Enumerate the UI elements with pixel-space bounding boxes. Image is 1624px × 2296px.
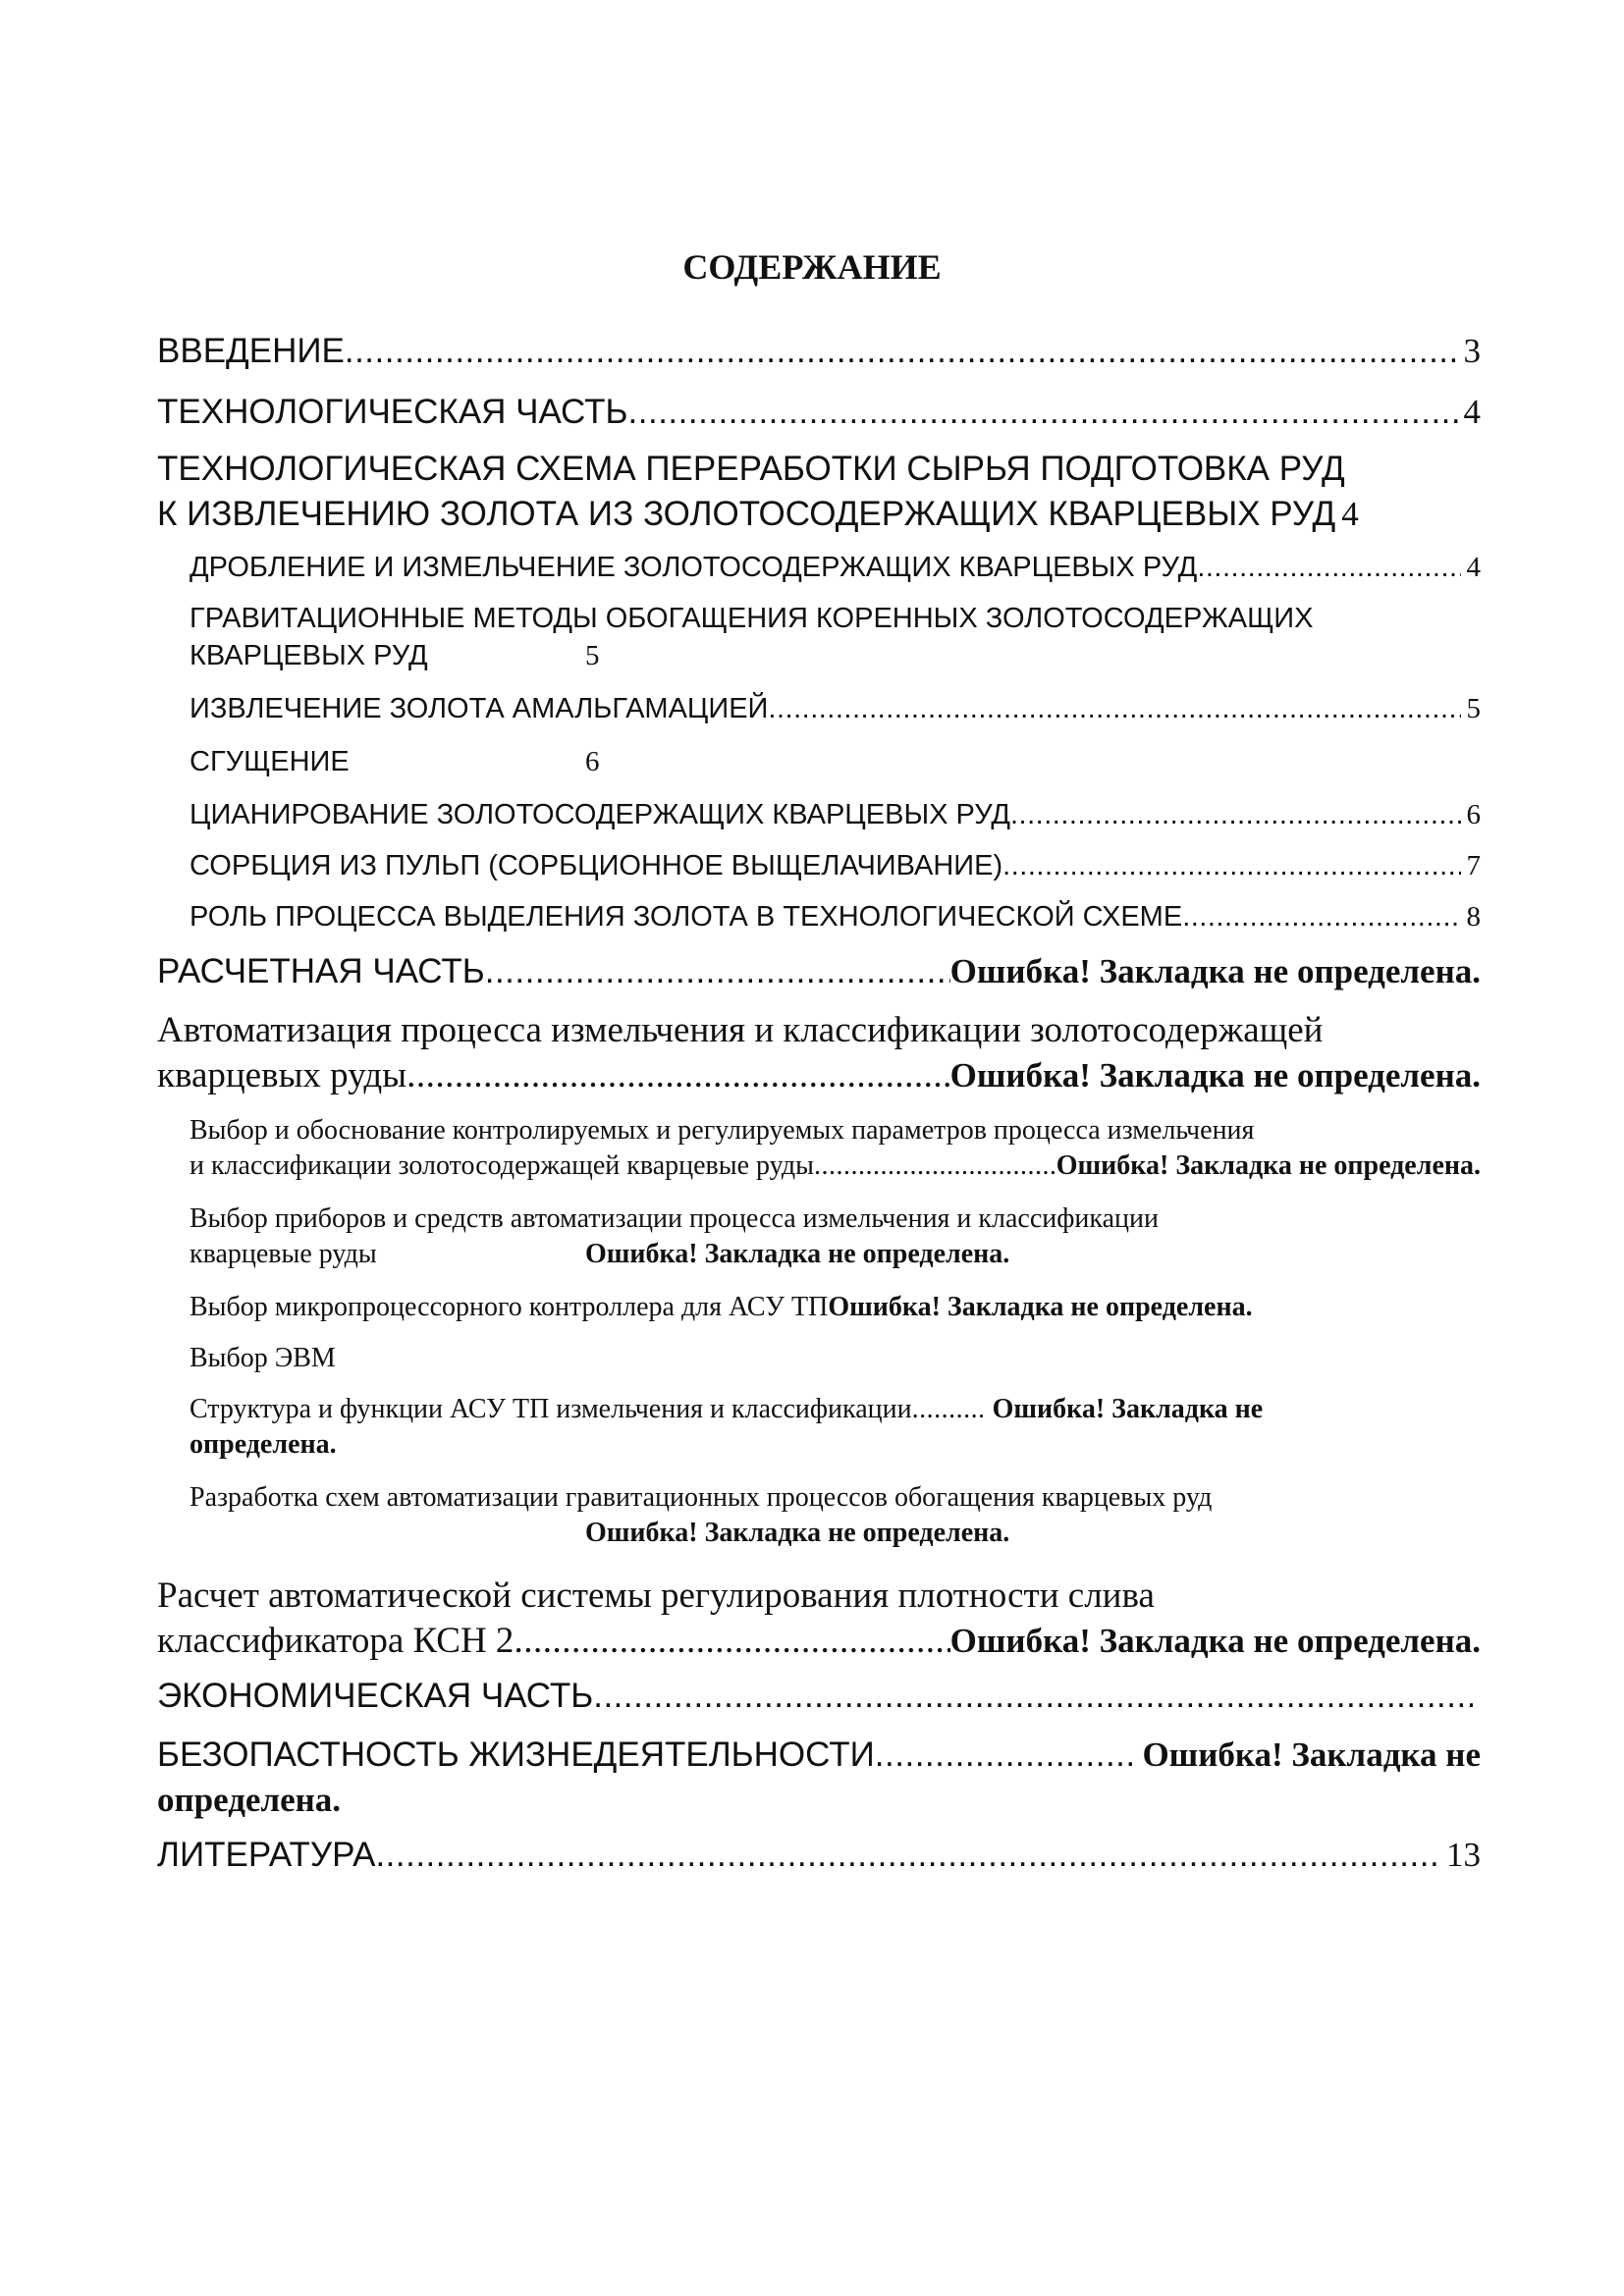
toc-entry-evm[interactable]: Выбор ЭВМ [189, 1343, 336, 1373]
toc-entry-bzhd[interactable] [157, 1735, 1481, 1775]
toc-error-text-vybor2: Ошибка! Закладка не определена. [585, 1239, 1010, 1269]
toc-page-number: 13 [1446, 1836, 1481, 1874]
toc-error-text: Ошибка! Закладка не определена. [949, 1056, 1481, 1095]
toc-entry-text: БЕЗОПАСТНОСТЬ ЖИЗНЕДЕЯТЕЛЬНОСТИ [157, 1735, 875, 1774]
toc-error-text-razr: Ошибка! Закладка не определена. [585, 1518, 1010, 1548]
toc-page-number-sgush: 6 [585, 746, 600, 777]
toc-leader-dots [593, 1677, 1473, 1716]
toc-leader-dots [1197, 552, 1460, 584]
toc-page-number: 4 [1466, 552, 1481, 583]
toc-entry-avto-line1[interactable]: Автоматизация процесса измельчения и классификации золотосодержащей [157, 1010, 1324, 1050]
toc-page-number: 4 [1341, 495, 1359, 533]
toc-entry-text: классификатора КСН 2 [157, 1621, 514, 1661]
toc-page-number: 5 [1466, 693, 1481, 724]
toc-leader-dots [768, 693, 1460, 725]
toc-entry-bzhd-line2: определена. [157, 1781, 342, 1819]
toc-entry-text: кварцевых руды [157, 1055, 407, 1095]
toc-leader-dots [514, 1620, 949, 1662]
toc-entry-raschet-line1[interactable]: Расчет автоматической системы регулирования плотности слива [157, 1575, 1155, 1616]
toc-leader-dots [1002, 850, 1460, 882]
toc-entry-raschet[interactable] [157, 1620, 1481, 1662]
toc-entry-lit[interactable] [157, 1836, 1481, 1875]
toc-error-text: Ошибка! Закладка не определена. [828, 1292, 1253, 1322]
toc-entry-text: Выбор микропроцессорного контроллера для АСУ ТП [189, 1292, 829, 1322]
toc-entry-text: РОЛЬ ПРОЦЕССА ВЫДЕЛЕНИЯ ЗОЛОТА В ТЕХНОЛОГИЧЕСКОЙ СХЕМЕ [189, 901, 1183, 933]
toc-entry-text: ТЕХНОЛОГИЧЕСКАЯ ЧАСТЬ [157, 393, 628, 431]
toc-entry-vvedenie[interactable] [157, 332, 1481, 371]
toc-entry-text: ЛИТЕРАТУРА [157, 1836, 376, 1874]
toc-entry-avto[interactable] [157, 1054, 1481, 1096]
toc-entry-text: ДРОБЛЕНИЕ И ИЗМЕЛЬЧЕНИЕ ЗОЛОТОСОДЕРЖАЩИХ КВАРЦЕВЫХ РУД [189, 552, 1198, 583]
toc-entry-vybor2-line2[interactable]: кварцевые руды [189, 1239, 377, 1269]
toc-leader-dots [485, 952, 950, 991]
toc-entry-cian[interactable] [189, 799, 1481, 831]
toc-entry-struct[interactable] [189, 1394, 1481, 1425]
toc-entry-vybor1-line1[interactable]: Выбор и обоснование контролируемых и регулируемых параметров процесса измельчения [189, 1115, 1255, 1146]
toc-leader-dots [912, 1394, 983, 1425]
toc-leader-dots [406, 1054, 950, 1096]
toc-entry-grav-line2[interactable]: КВАРЦЕВЫХ РУД [189, 640, 428, 671]
toc-entry-text: ЭКОНОМИЧЕСКАЯ ЧАСТЬ [157, 1677, 594, 1715]
toc-entry-schema[interactable] [157, 495, 1481, 534]
toc-entry-sgush[interactable]: СГУЩЕНИЕ [189, 746, 350, 777]
toc-entry-amalg[interactable] [189, 693, 1481, 725]
toc-leader-dots [628, 393, 1458, 432]
toc-entry-econ[interactable] [157, 1677, 1473, 1716]
page-title: СОДЕРЖАНИЕ [682, 247, 942, 287]
toc-entry-text: РАСЧЕТНАЯ ЧАСТЬ [157, 952, 485, 990]
toc-entry-razr-line1[interactable]: Разработка схем автоматизации гравитационных процессов обогащения кварцевых руд [189, 1482, 1213, 1513]
toc-leader-dots [1182, 901, 1460, 934]
toc-entry-text: и классификации золотосодержащей кварцевые руды [189, 1150, 814, 1181]
toc-leader-dots [375, 1836, 1440, 1875]
toc-entry-vybor3[interactable] [189, 1292, 1481, 1323]
toc-leader-dots [345, 332, 1458, 371]
toc-entry-schema-line1[interactable]: ТЕХНОЛОГИЧЕСКАЯ СХЕМА ПЕРЕРАБОТКИ СЫРЬЯ ПОДГОТОВКА РУД [157, 450, 1345, 488]
toc-page-number: 7 [1466, 850, 1481, 881]
toc-error-text: Ошибка! Закладка не [1142, 1735, 1481, 1774]
toc-entry-text: К ИЗВЛЕЧЕНИЮ ЗОЛОТА ИЗ ЗОЛОТОСОДЕРЖАЩИХ КВАРЦЕВЫХ РУД [157, 495, 1336, 533]
toc-leader-dots [814, 1150, 1056, 1182]
toc-page-number: 3 [1463, 332, 1481, 370]
toc-entry-text: СОРБЦИЯ ИЗ ПУЛЬП (СОРБЦИОННОЕ ВЫЩЕЛАЧИВАНИЕ) [189, 850, 1003, 881]
toc-entry-tech[interactable] [157, 393, 1481, 432]
toc-entry-rasch[interactable] [157, 952, 1481, 991]
toc-entry-text: Структура и функции АСУ ТП измельчения и классификации [189, 1394, 912, 1424]
toc-error-text: Ошибка! Закладка не определена. [949, 1622, 1481, 1660]
toc-leader-dots [875, 1735, 1133, 1775]
toc-entry-text: ЦИАНИРОВАНИЕ ЗОЛОТОСОДЕРЖАЩИХ КВАРЦЕВЫХ РУД [189, 799, 1010, 830]
toc-entry-struct-line2: определена. [189, 1429, 337, 1460]
toc-entry-text: ИЗВЛЕЧЕНИЕ ЗОЛОТА АМАЛЬГАМАЦИЕЙ [189, 693, 769, 724]
toc-page-number: 4 [1463, 393, 1481, 431]
toc-entry-vybor2-line1[interactable]: Выбор приборов и средств автоматизации процесса измельчения и классификации [189, 1203, 1159, 1234]
toc-entry-text: ВВЕДЕНИЕ [157, 332, 345, 370]
toc-page-number: 8 [1466, 901, 1481, 933]
toc-entry-drob[interactable] [189, 552, 1481, 584]
toc-entry-rol[interactable] [189, 901, 1481, 934]
toc-error-text: Ошибка! Закладка не определена. [949, 952, 1481, 990]
toc-entry-vybor1[interactable] [189, 1150, 1481, 1182]
toc-entry-sorb[interactable] [189, 850, 1481, 882]
toc-page-number: 6 [1466, 799, 1481, 830]
toc-page-number-grav: 5 [585, 640, 600, 671]
toc-entry-grav-line1[interactable]: ГРАВИТАЦИОННЫЕ МЕТОДЫ ОБОГАЩЕНИЯ КОРЕННЫХ ЗОЛОТОСОДЕРЖАЩИХ [189, 603, 1314, 634]
toc-leader-dots [1010, 799, 1461, 831]
toc-error-text: Ошибка! Закладка не определена. [1056, 1150, 1481, 1181]
toc-error-text: Ошибка! Закладка не [992, 1394, 1264, 1424]
